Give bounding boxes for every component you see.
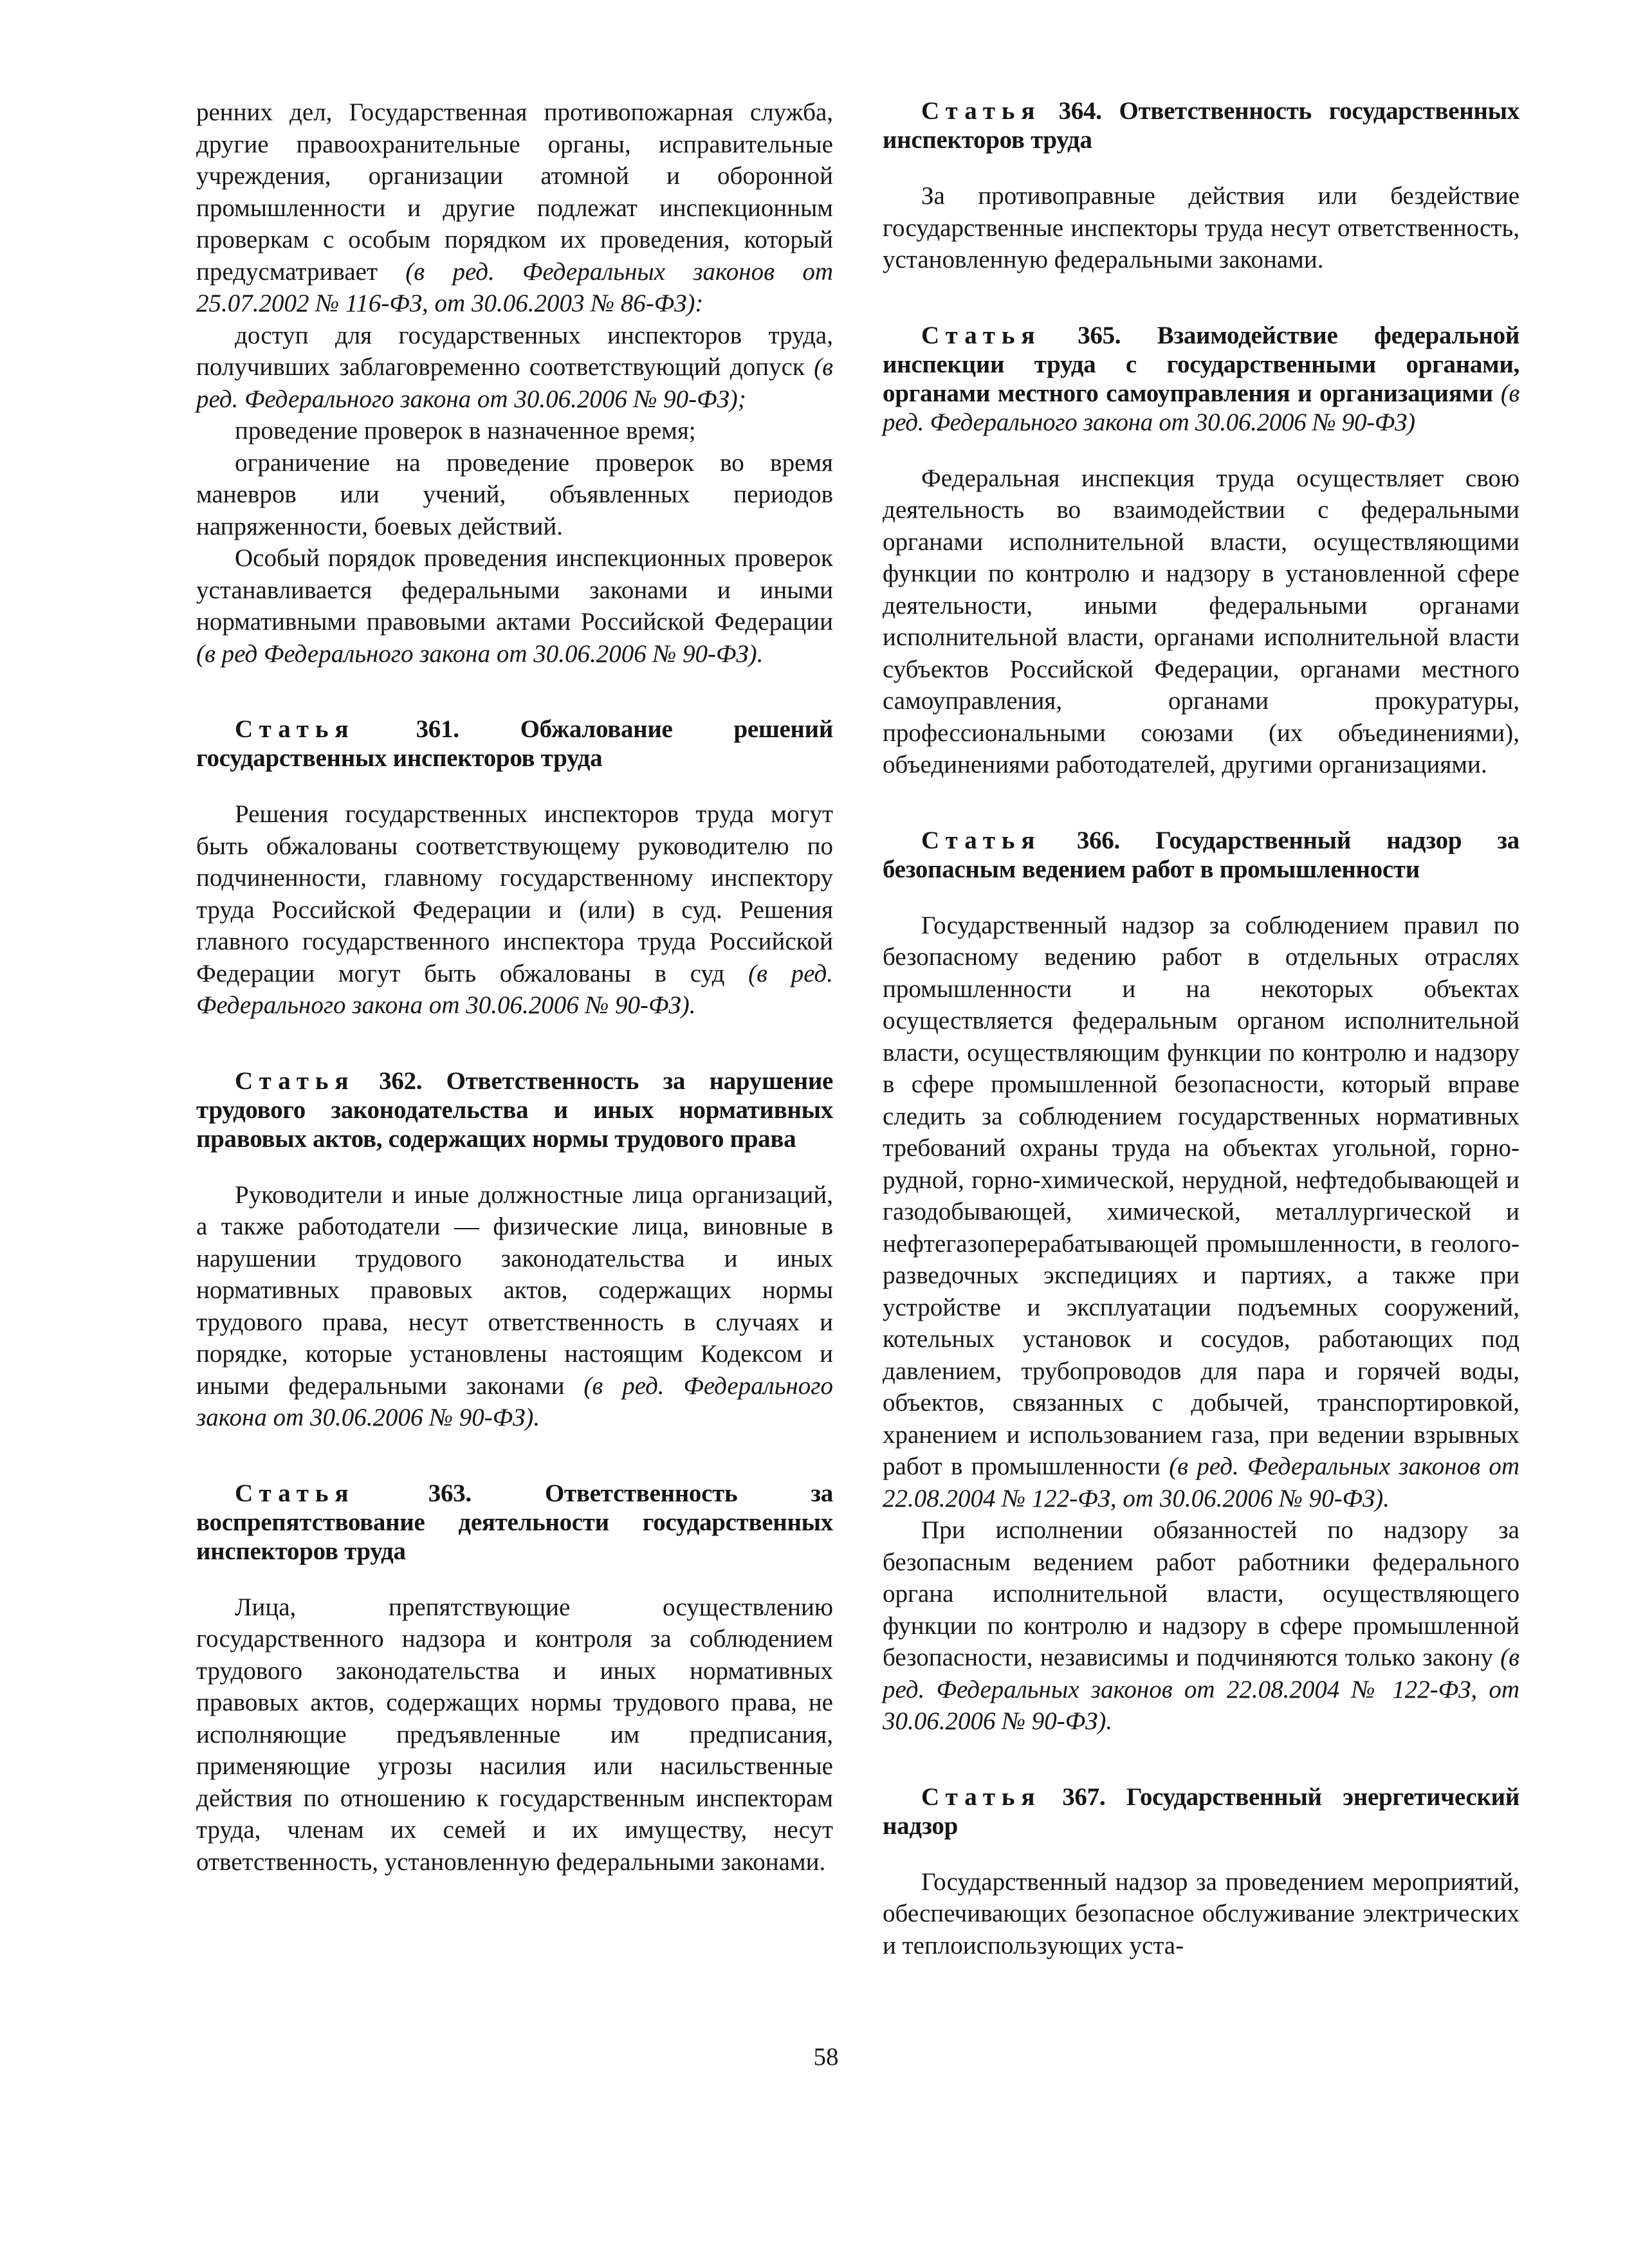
- paragraph: Особый порядок проведения инспекционных проверок устанавливается федеральными законами и иными нормативными правовыми актами Российской Федерации (в ред Федерального закона от 30.06.2006 № 90-ФЗ).: [196, 544, 833, 668]
- article-title: 366. Государственный надзор за безопасным ведением работ в промышленности: [883, 826, 1519, 883]
- edition-note: (в ред. Федеральных законов от 22.08.2004 № 122-ФЗ, от 30.06.2006 № 90-ФЗ).: [883, 1453, 1519, 1512]
- edition-note: (в ред. Федеральных законов от 25.07.2002 № 116-ФЗ, от 30.06.2003 № 86-ФЗ):: [196, 257, 833, 317]
- article-362-heading: [196, 1067, 833, 1153]
- article-367-body: Государственный надзор за проведением мероприятий, обеспечивающих безопасное обслуживание электрических и теплоиспользующих уста-: [883, 1867, 1519, 1959]
- article-word: Статья: [235, 1067, 355, 1095]
- article-366-heading: [883, 826, 1519, 884]
- paragraph: проведение проверок в назначенное время;: [235, 417, 696, 445]
- edition-note: (в ред. Федерального закона от 30.06.2006 № 90-ФЗ).: [196, 1371, 833, 1431]
- article-361-heading: [196, 715, 833, 773]
- article-365-body: Федеральная инспекция труда осуществляет свою деятельность во взаимодействии с федеральными органами исполнительной власти, осуществляющими функции по контролю и надзору в установленной сфере деятельности, иными федеральными органами исполнительной власти, органами исполнительной власти субъектов Российской Федерации, органами местного самоуправления, органами прокуратуры, профессиональными союзами (их объединениями), объединениями работодателей, другими организациями.: [883, 464, 1519, 778]
- edition-note: (в ред Федерального закона от 30.06.2006 № 90-ФЗ).: [196, 639, 764, 668]
- article-word: Статья: [921, 321, 1042, 349]
- article-word: Статья: [235, 1479, 355, 1507]
- article-word: Статья: [235, 715, 355, 743]
- article-363-heading: [196, 1479, 833, 1566]
- article-364-heading: [883, 96, 1519, 154]
- article-366-body: Государственный надзор за соблюдением правил по безопасному ведению работ в отдельных отраслях промышленности и на некоторых объектах осуществляется федеральным органом исполнительной власти, осуществляющим функции по контролю и надзору в сфере промышленной безопасности, который вправе следить за соблюдением государственных нормативных требований охраны труда на объектах угольной, горно-рудной, горно-химической, нерудной, нефтедобывающей и газодобывающей, химической, металлургической и нефтегазоперерабатывающей промышленности, в геолого-разведочных экспедициях и партиях, а также при устройстве и эксплуатации подъемных сооружений, котельных установок и сосудов, работающих под давлением, трубопроводов для пара и горячей воды, объектов, связанных с добычей, транспортировкой, хранением и использованием газа, при ведении взрывных работ в промышленности (в ред. Федеральных законов от 22.08.2004 № 122-ФЗ, от 30.06.2006 № 90-ФЗ).: [883, 911, 1519, 1512]
- article-title: 364. Ответственность государственных инспекторов труда: [883, 97, 1520, 154]
- article-363-body: Лица, препятствующие осуществлению государственного надзора и контроля за соблюдением трудового законодательства и иных нормативных правовых актов, содержащих нормы трудового права, не исполняющие предъявленные им предписания, применяющие угрозы насилия или насильственные действия по отношению к государственным инспекторам труда, членам их семей и их имуществу, несут ответственность, установленную федеральными законами.: [196, 1593, 833, 1876]
- page-number: 58: [813, 2043, 839, 2071]
- article-title: 362. Ответственность за нарушение трудового законодательства и иных нормативных правовых актов, содержащих нормы трудового права: [196, 1067, 833, 1153]
- paragraph: ренних дел, Государственная противопожарная служба, другие правоохранительные органы, исправительные учреждения, организации атомной и оборонной промышленности и другие подлежат инспекционным проверкам с особым порядком их проведения, который предусматривает (в ред. Федеральных законов от 25.07.2002 № 116-ФЗ, от 30.06.2003 № 86-ФЗ):: [196, 98, 833, 317]
- article-title: 363. Ответственность за воспрепятствование деятельности государственных инспекторов труда: [196, 1479, 833, 1565]
- article-362-body: Руководители и иные должностные лица организаций, а также работодатели — физические лица, виновные в нарушении трудового законодательства и иных нормативных правовых актов, содержащих нормы трудового права, несут ответственность в случаях и порядке, которые установлены настоящим Кодексом и иными федеральными законами (в ред. Федерального закона от 30.06.2006 № 90-ФЗ).: [196, 1180, 833, 1431]
- right-column: [883, 96, 1519, 1961]
- article-361-body: Решения государственных инспекторов труда могут быть обжалованы соответствующему руководителю по подчиненности, главному государственному инспектору труда Российской Федерации и (или) в суд. Решения главного государственного инспектора труда Российской Федерации могут быть обжалованы в суд (в ред. Федерального закона от 30.06.2006 № 90-ФЗ).: [196, 800, 834, 1019]
- edition-note: (в ред. Федерального закона от 30.06.2006 № 90-ФЗ): [883, 379, 1520, 436]
- article-title: 367. Государственный энергетический надзор: [883, 1783, 1519, 1840]
- article-365-heading: [883, 321, 1519, 437]
- article-title: 361. Обжалование решений государственных инспекторов труда: [196, 715, 834, 772]
- left-column: [196, 96, 833, 1878]
- paragraph: ограничение на проведение проверок во время маневров или учений, объявленных периодов напряженности, боевых действий.: [196, 448, 833, 540]
- paragraph: доступ для государственных инспекторов труда, получивших заблаговременно соответствующий допуск (в ред. Федерального закона от 30.06.2006 № 90-ФЗ);: [196, 321, 833, 413]
- article-364-body: За противоправные действия или бездействие государственные инспекторы труда несут ответственность, установленную федеральными законами.: [883, 182, 1519, 273]
- edition-note: (в ред. Федеральных законов от 22.08.2004 № 122-ФЗ, от 30.06.2006 № 90-ФЗ).: [883, 1644, 1519, 1735]
- article-word: Статья: [921, 826, 1042, 854]
- article-366-body: При исполнении обязанностей по надзору за безопасным ведением работ работники федерального органа исполнительной власти, осуществляющего функции по контролю и надзору в сфере промышленной безопасности, независимы и подчиняются только закону (в ред. Федеральных законов от 22.08.2004 № 122-ФЗ, от 30.06.2006 № 90-ФЗ).: [883, 1516, 1519, 1735]
- edition-note: (в ред. Федерального закона от 30.06.2006 № 90-ФЗ);: [196, 353, 833, 413]
- article-title: 365. Взаимодействие федеральной инспекции труда с государственными органами, органами местного самоуправления и организациями: [883, 321, 1519, 407]
- article-word: Статья: [921, 97, 1042, 125]
- article-367-heading: [883, 1783, 1519, 1840]
- edition-note: (в ред. Федерального закона от 30.06.2006 № 90-ФЗ).: [196, 959, 834, 1019]
- article-word: Статья: [921, 1783, 1042, 1811]
